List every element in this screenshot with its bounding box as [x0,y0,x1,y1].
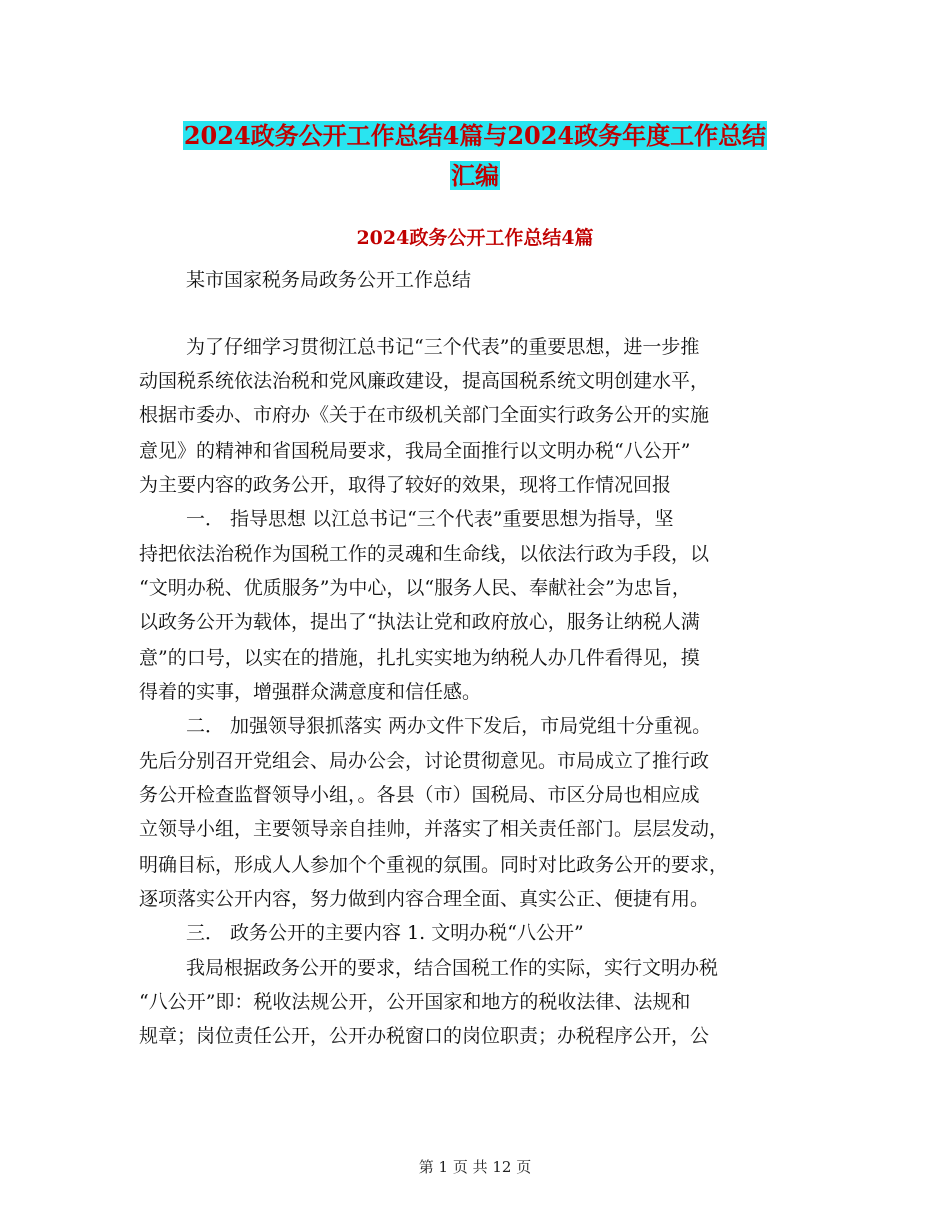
document-title-line-1: 2024政务公开工作总结4篇与2024政务年度工作总结 [183,121,767,150]
body-line: 规章；岗位责任公开，公开办税窗口的岗位职责；办税程序公开，公 [139,1025,710,1047]
body-line: 逐项落实公开内容，努力做到内容合理全面、真实公正、便捷有用。 [139,888,710,910]
body-line: 三． 政务公开的主要内容 1. 文明办税“八公开” [186,922,584,944]
body-line: 动国税系统依法治税和党风廉政建设，提高国税系统文明创建水平， [139,370,710,392]
body-line: 根据市委办、市府办《关于在市级机关部门全面实行政务公开的实施 [139,404,710,426]
page-number-footer: 第 1 页 共 12 页 [418,1158,532,1176]
body-line: 明确目标，形成人人参加个个重视的氛围。同时对比政务公开的要求， [139,854,729,876]
body-line: 立领导小组，主要领导亲自挂帅，并落实了相关责任部门。层层发动， [139,818,729,840]
body-line: 务公开检查监督领导小组，。各县（市）国税局、市区分局也相应成 [139,784,700,806]
body-line: 为了仔细学习贯彻江总书记“三个代表”的重要思想，进一步推 [186,336,700,358]
body-line: “文明办税、优质服务”为中心，以“服务人民、奉献社会”为忠旨， [139,577,691,599]
body-line: 意见》的精神和省国税局要求，我局全面推行以文明办税“八公开” [139,440,691,462]
section-subtitle: 2024政务公开工作总结4篇 [356,227,594,249]
document-title-line-2: 汇编 [451,161,499,190]
body-line: 二． 加强领导狠抓落实 两办文件下发后，市局党组十分重视。 [186,715,712,737]
body-line: 一． 指导思想 以江总书记“三个代表”重要思想为指导，坚 [186,508,674,530]
body-line: 为主要内容的政务公开，取得了较好的效果，现将工作情况回报 [139,474,672,496]
body-line: 意”的口号，以实在的措施，扎扎实实地为纳税人办几件看得见，摸 [139,647,700,669]
body-line: 我局根据政务公开的要求，结合国税工作的实际，实行文明办税 [186,957,719,979]
body-line: “八公开”即：税收法规公开，公开国家和地方的税收法律、法规和 [139,991,691,1013]
body-line: 先后分别召开党组会、局办公会，讨论贯彻意见。市局成立了推行政 [139,750,710,772]
body-line: 持把依法治税作为国税工作的灵魂和生命线，以依法行政为手段，以 [139,543,710,565]
body-line: 得着的实事，增强群众满意度和信任感。 [139,681,482,703]
body-line: 以政务公开为载体，提出了“执法让党和政府放心，服务让纳税人满 [139,611,700,633]
body-line: 某市国家税务局政务公开工作总结 [186,269,472,291]
